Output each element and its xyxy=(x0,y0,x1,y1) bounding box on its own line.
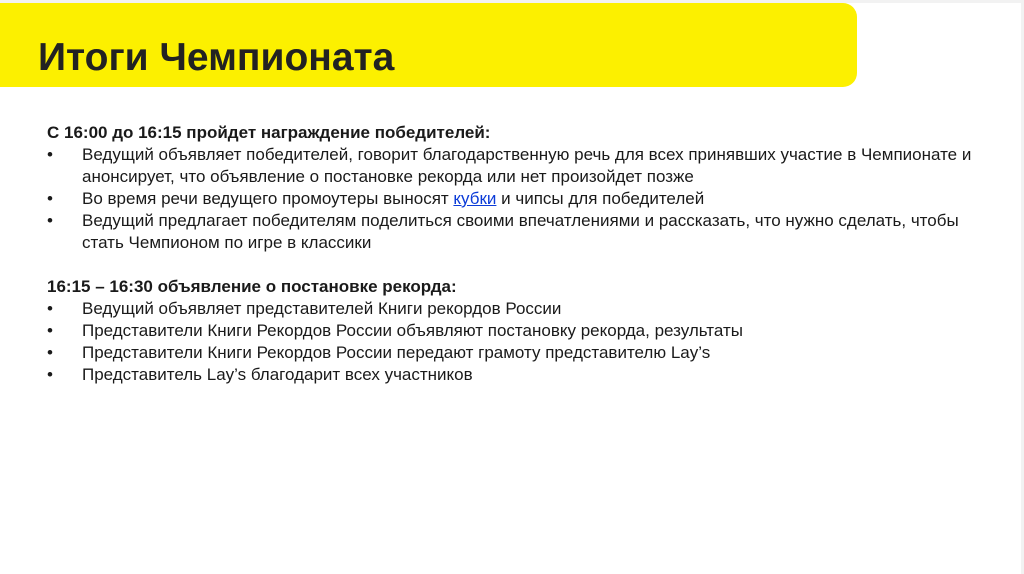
bullet-icon: • xyxy=(47,211,53,230)
list-item-text-before-link: Во время речи ведущего промоутеры выносят xyxy=(82,189,454,208)
bullet-icon: • xyxy=(47,145,53,164)
list-item xyxy=(47,364,977,386)
bullet-list xyxy=(47,144,977,254)
list-item xyxy=(47,298,977,320)
list-item-text-after-link: и чипсы для победителей xyxy=(496,189,705,208)
bullet-icon: • xyxy=(47,365,53,384)
list-item-text: Ведущий предлагает победителям поделиться своими впечатлениями и рассказать, что нужно сделать, чтобы стать Чемпионом по игре в классики xyxy=(82,211,959,252)
slide-content xyxy=(47,122,977,386)
list-item-text: Представитель Lay’s благодарит всех участников xyxy=(82,365,473,384)
slide-title: Итоги Чемпионата xyxy=(38,36,395,79)
bullet-icon: • xyxy=(47,321,53,340)
title-bar xyxy=(0,3,857,87)
section-awarding xyxy=(47,122,977,254)
bullet-icon: • xyxy=(47,189,53,208)
list-item xyxy=(47,210,977,254)
bullet-icon: • xyxy=(47,343,53,362)
section-heading: С 16:00 до 16:15 пройдет награждение победителей: xyxy=(47,123,491,142)
list-item xyxy=(47,188,977,210)
cups-link[interactable]: кубки xyxy=(453,189,497,208)
section-record xyxy=(47,276,977,386)
list-item xyxy=(47,144,977,188)
bullet-icon: • xyxy=(47,299,53,318)
list-item-text: Представители Книги Рекордов России передают грамоту представителю Lay’s xyxy=(82,343,711,362)
list-item-text: Ведущий объявляет представителей Книги рекордов России xyxy=(82,299,562,318)
bullet-list xyxy=(47,298,977,386)
list-item xyxy=(47,320,977,342)
list-item-text: Представители Книги Рекордов России объявляют постановку рекорда, результаты xyxy=(82,321,743,340)
list-item-text: Ведущий объявляет победителей, говорит благодарственную речь для всех принявших участие в Чемпионате и анонсирует, что объявление о постановке рекорда или нет произойдет позже xyxy=(82,145,972,186)
section-heading: 16:15 – 16:30 объявление о постановке рекорда: xyxy=(47,277,457,296)
list-item xyxy=(47,342,977,364)
